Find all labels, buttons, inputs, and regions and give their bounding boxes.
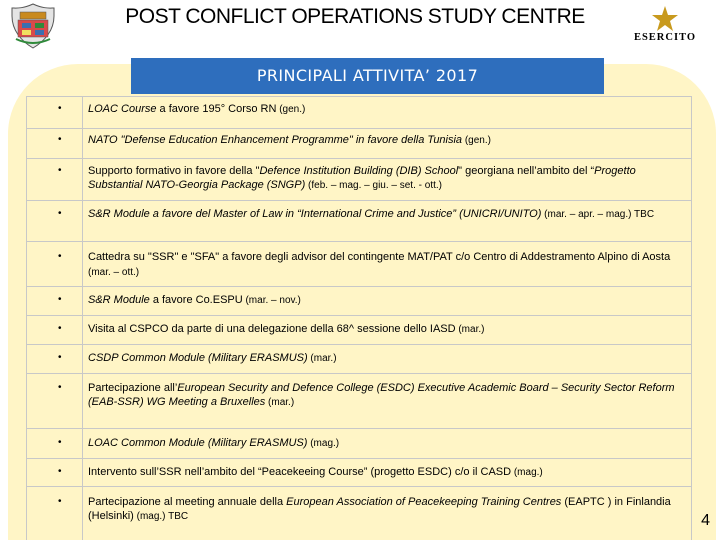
- list-item-text: [88, 164, 688, 193]
- text-segment: (mag.) TBC: [133, 511, 189, 522]
- text-segment: " georgiana nell’ambito del “: [458, 165, 595, 177]
- text-segment: (mag.): [511, 467, 543, 478]
- text-segment: European Association of Peacekeeping Training Centres: [286, 496, 562, 508]
- bullet-icon: •: [58, 134, 62, 145]
- text-segment: (mar.): [455, 324, 485, 335]
- page-title: POST CONFLICT OPERATIONS STUDY CENTRE: [125, 5, 585, 28]
- list-item-text: [88, 207, 688, 222]
- text-segment: Cattedra su "SSR" e "SFA" a favore degli advisor del contingente MAT/PAT c/o Centro di Addestramento Alpino di Aosta: [88, 251, 671, 263]
- text-segment: (gen.): [276, 104, 306, 115]
- bullet-icon: •: [58, 323, 62, 334]
- text-segment: Visita al CSPCO da parte di una delegazione della 68^ sessione dello IASD: [88, 323, 456, 335]
- text-segment: European Security and Defence College (ESDC) Executive Academic Board – Security Sector Reform (EAB-SSR) WG Meeting a Bruxelles: [88, 382, 675, 408]
- text-segment: (gen.): [462, 135, 491, 146]
- logo-text: ESERCITO: [633, 32, 697, 43]
- text-segment: (mag.): [307, 438, 340, 449]
- list-item-text: [88, 322, 688, 337]
- section-banner: PRINCIPALI ATTIVITA’ 2017: [131, 58, 604, 94]
- star-icon: [652, 6, 678, 31]
- bullet-icon: •: [58, 437, 62, 448]
- text-segment: CSDP Common Module (Military ERASMUS): [88, 352, 308, 364]
- list-item-text: [88, 381, 688, 410]
- bullet-icon: •: [58, 165, 62, 176]
- text-segment: (EAPTC ) in Finlandia (Helsinki): [88, 496, 671, 522]
- list-item-text: [88, 495, 688, 524]
- text-segment: (mar.): [265, 397, 295, 408]
- bullet-icon: •: [58, 466, 62, 477]
- bullet-icon: •: [58, 496, 62, 507]
- list-item-text: [88, 102, 688, 117]
- text-segment: LOAC Common Module (Military ERASMUS): [88, 437, 308, 449]
- text-segment: Intervento sull’SSR nell’ambito del “Peacekeeing Course” (progetto ESDC) c/o il CASD: [88, 466, 512, 478]
- esercito-logo: [620, 6, 710, 46]
- page-number: 4: [701, 512, 710, 529]
- text-segment: LOAC Course: [88, 103, 157, 115]
- text-segment: (feb. – mag. – giu. – set. - ott.): [305, 180, 442, 191]
- text-segment: (mar. – nov.): [242, 295, 301, 306]
- text-segment: S&R Module a favore del Master of Law in “International Crime and Justice” (UNICRI/UNITO): [88, 208, 542, 220]
- text-segment: Partecipazione all’: [88, 382, 178, 394]
- text-segment: NATO "Defense Education Enhancement Programme" in favore della Tunisia: [88, 134, 463, 146]
- text-segment: (mar.): [307, 353, 337, 364]
- bullet-icon: •: [58, 208, 62, 219]
- list-item-text: [88, 133, 688, 148]
- text-segment: a favore Co.ESPU: [149, 294, 243, 306]
- header: [0, 0, 720, 64]
- list-item-text: [88, 293, 688, 308]
- text-segment: Supporto formativo in favore della ": [88, 165, 260, 177]
- bullet-icon: •: [58, 352, 62, 363]
- text-segment: (mar. – apr. – mag.) TBC: [541, 209, 655, 220]
- text-segment: Progetto Substantial NATO-Georgia Package (SNGP): [88, 165, 636, 191]
- list-item-text: [88, 351, 688, 366]
- army-crest-icon: [8, 3, 58, 49]
- bullet-icon: •: [58, 251, 62, 262]
- text-segment: a favore 195° Corso RN: [156, 103, 277, 115]
- list-item-text: [88, 436, 688, 451]
- bullet-icon: •: [58, 382, 62, 393]
- text-segment: (mar. – ott.): [88, 267, 140, 278]
- bullet-icon: •: [58, 103, 62, 114]
- text-segment: Defence Institution Building (DIB) School: [259, 165, 459, 177]
- text-segment: Partecipazione al meeting annuale della: [88, 496, 287, 508]
- bullet-icon: •: [58, 294, 62, 305]
- list-item-text: [88, 465, 688, 480]
- list-item-text: [88, 250, 688, 280]
- text-segment: S&R Module: [88, 294, 150, 306]
